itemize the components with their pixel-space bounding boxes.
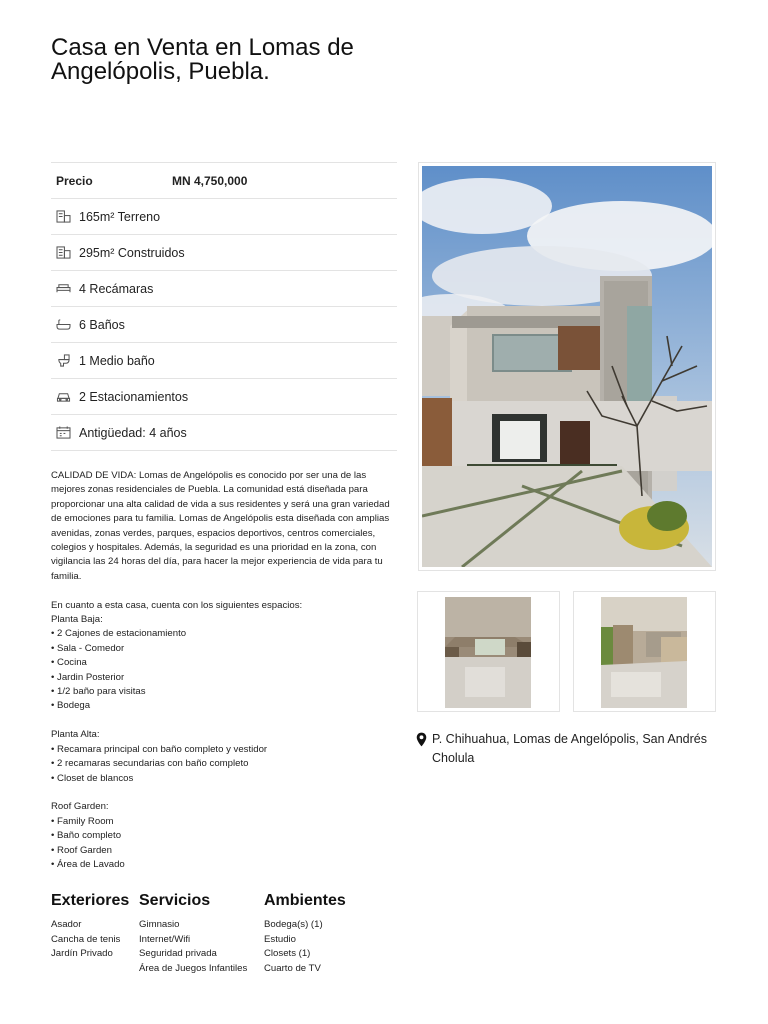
list-item: • Baño completo bbox=[51, 830, 122, 842]
list-item: Estudio bbox=[264, 933, 296, 945]
spec-text: 6 Baños bbox=[79, 317, 125, 332]
ambientes-title: Ambientes bbox=[264, 892, 346, 909]
list-item: Gimnasio bbox=[139, 919, 180, 930]
list-item: • Recamara principal con baño completo y vestidor bbox=[51, 743, 268, 755]
spaces-intro: En cuanto a esta casa, cuenta con los siguientes espacios: bbox=[51, 599, 303, 611]
list-item: Closets (1) bbox=[264, 948, 311, 959]
list-item: • Family Room bbox=[51, 815, 114, 827]
toilet-icon bbox=[55, 354, 71, 368]
ambientes-column bbox=[264, 890, 346, 976]
spec-text: 1 Medio baño bbox=[79, 353, 155, 368]
interior-photo-2 bbox=[601, 597, 687, 708]
spec-text: Antigüedad: 4 años bbox=[79, 425, 187, 440]
spec-built bbox=[51, 235, 397, 271]
location bbox=[416, 730, 726, 768]
list-item: Bodega(s) (1) bbox=[264, 919, 323, 930]
description-intro: CALIDAD DE VIDA: Lomas de Angelópolis es conocido por ser una de las mejores zonas residenciales de Puebla. La comunidad está diseñada para proporcionar una alta calidad de vida a sus residentes y será una gran variedad de emociones para tu familia. Lomas de Angelópolis esta diseñada con amplias avenidas, zonas verdes, parques, espacios deportivos, centros comerciales, colegios y hospitales. Además, la seguridad es una prioridad en la zona, con vigilancia las 24 horas del día, para hacer la mejor experiencia de vida para tu familia. bbox=[51, 470, 390, 582]
list-item: • Roof Garden bbox=[51, 844, 112, 856]
planta-alta-title: Planta Alta: bbox=[51, 729, 100, 741]
building-icon bbox=[55, 246, 71, 260]
spec-text: 4 Recámaras bbox=[79, 281, 154, 296]
main-house-photo[interactable] bbox=[418, 162, 716, 571]
spec-parking bbox=[51, 379, 397, 415]
price-row bbox=[51, 163, 397, 199]
bathtub-icon bbox=[55, 318, 71, 332]
spec-text: 2 Estacionamientos bbox=[79, 389, 189, 404]
location-text: P. Chihuahua, Lomas de Angelópolis, San Andrés Cholula bbox=[432, 732, 707, 765]
price-value: MN 4,750,000 bbox=[172, 173, 248, 188]
servicios-title: Servicios bbox=[139, 892, 211, 909]
list-item: Internet/Wifi bbox=[139, 933, 191, 945]
map-pin-icon bbox=[416, 730, 427, 768]
price-label: Precio bbox=[56, 173, 93, 188]
bed-icon bbox=[55, 282, 71, 296]
spec-bedrooms bbox=[51, 271, 397, 307]
exteriores-title: Exteriores bbox=[51, 892, 130, 909]
land-icon bbox=[55, 210, 71, 224]
list-item: • Sala - Comedor bbox=[51, 642, 125, 654]
list-item: Jardín Privado bbox=[51, 948, 113, 959]
list-item: Seguridad privada bbox=[139, 948, 217, 959]
list-item: Cuarto de TV bbox=[264, 962, 321, 974]
interior-photo-1 bbox=[445, 597, 531, 708]
list-item: Área de Juegos Infantiles bbox=[139, 962, 248, 974]
list-item: • 1/2 baño para visitas bbox=[51, 686, 146, 698]
spec-land bbox=[51, 199, 397, 235]
description bbox=[51, 469, 401, 872]
spec-half-bath bbox=[51, 343, 397, 379]
list-item: • Área de Lavado bbox=[51, 858, 125, 870]
spec-text: 165m² Terreno bbox=[79, 209, 161, 224]
servicios-column bbox=[139, 890, 247, 976]
list-item: • Cocina bbox=[51, 657, 87, 669]
list-item: • 2 Cajones de estacionamiento bbox=[51, 628, 187, 640]
page-title: Casa en Venta en Lomas de Angelópolis, Puebla. bbox=[51, 34, 354, 85]
list-item: • 2 recamaras secundarias con baño completo bbox=[51, 758, 249, 770]
thumbnail-interior-2[interactable] bbox=[573, 591, 716, 712]
list-item: • Closet de blancos bbox=[51, 772, 134, 784]
thumbnail-interior-1[interactable] bbox=[417, 591, 560, 712]
exteriores-column bbox=[51, 890, 129, 962]
spec-bathrooms bbox=[51, 307, 397, 343]
car-icon bbox=[55, 390, 71, 404]
list-item: • Jardin Posterior bbox=[51, 671, 125, 683]
house-exterior-image bbox=[422, 166, 712, 567]
calendar-icon bbox=[55, 426, 71, 440]
list-item: Cancha de tenis bbox=[51, 933, 121, 945]
spec-text: 295m² Construidos bbox=[79, 245, 185, 260]
specs-table bbox=[51, 162, 397, 451]
list-item: • Bodega bbox=[51, 700, 91, 712]
list-item: Asador bbox=[51, 919, 82, 930]
planta-baja-title: Planta Baja: bbox=[51, 614, 103, 626]
roof-title: Roof Garden: bbox=[51, 801, 109, 813]
spec-age bbox=[51, 415, 397, 451]
